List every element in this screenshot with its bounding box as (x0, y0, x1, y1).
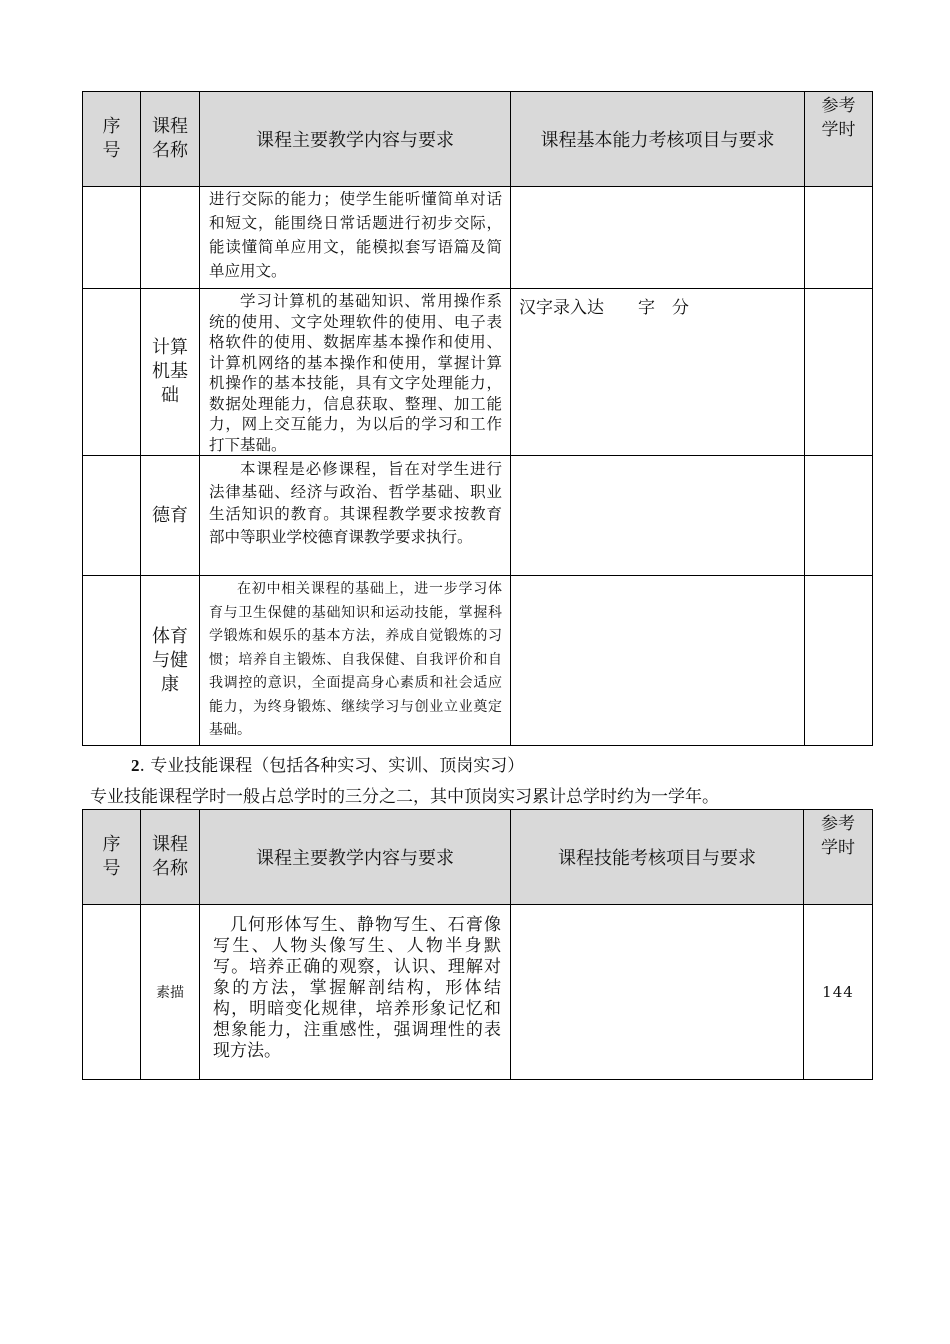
cell-hours (805, 576, 873, 746)
table-row (83, 905, 873, 1080)
cell-seq (83, 289, 141, 456)
header-hours: 参考学时 (805, 92, 873, 187)
cell-course-name: 体育与健康 (141, 576, 200, 746)
content-text: 几何形体写生、静物写生、石膏像写生、人物头像写生、人物半身默写。培养正确的观察，认识、理解对象的方法，掌握解剖结构，形体结构，明暗变化规律，培养形象记忆和想象能力，注重感性，强调理性的表现方法。 (213, 915, 501, 1061)
header-hours: 参考学时 (804, 810, 873, 905)
cell-assessment (511, 187, 805, 289)
cell-course-name (141, 187, 200, 289)
header-seq: 序号 (83, 810, 141, 905)
content-text: 本课程是必修课程，旨在对学生进行法律基础、经济与政治、哲学基础、职业生活知识的教育。其课程教学要求按教育部中等职业学校德育课教学要求执行。 (209, 460, 502, 546)
header-assessment: 课程技能考核项目与要求 (511, 810, 804, 905)
header-content: 课程主要教学内容与要求 (200, 92, 511, 187)
cell-hours (805, 289, 873, 456)
cell-content (200, 456, 511, 576)
section-note: 专业技能课程学时一般占总学时的三分之二，其中顶岗实习累计总学时约为一学年。 (90, 787, 719, 807)
cell-content (200, 187, 511, 289)
cell-hours (805, 456, 873, 576)
cell-course-name: 计算机基础 (141, 289, 200, 456)
cell-seq (83, 576, 141, 746)
cell-content (200, 289, 511, 456)
section-title-text: . 专业技能课程（包括各种实习、实训、顶岗实习） (139, 756, 525, 776)
content-text: 在初中相关课程的基础上，进一步学习体育与卫生保健的基础知识和运动技能，掌握科学锻炼和娱乐的基本方法，养成自觉锻炼的习惯；培养自主锻炼、自我保健、自我评价和自我调控的意识，全面提高身心素质和社会适应能力，为终身锻炼、继续学习与创业立业奠定基础。 (209, 581, 502, 738)
content-text: 进行交际的能力；使学生能听懂简单对话和短文，能围绕日常话题进行初步交际，能读懂简单应用文，能模拟套写语篇及简单应用文。 (209, 190, 502, 280)
cell-assessment (511, 456, 805, 576)
header-seq: 序号 (83, 92, 141, 187)
table-row (83, 576, 873, 746)
header-assessment: 课程基本能力考核项目与要求 (511, 92, 805, 187)
cell-content (200, 905, 511, 1080)
cell-seq (83, 187, 141, 289)
course-table-basic (82, 91, 873, 746)
table-row (83, 187, 873, 289)
header-course-name: 课程名称 (141, 92, 200, 187)
cell-seq (83, 456, 141, 576)
content-text: 学习计算机的基础知识、常用操作系统的使用、文字处理软件的使用、电子表格软件的使用、数据库基本操作和使用、计算机网络的基本操作和使用，掌握计算机操作的基本技能，具有文字处理能力，数据处理能力，信息获取、整理、加工能力，网上交互能力，为以后的学习和工作打下基础。 (209, 292, 502, 454)
course-table-professional (82, 809, 873, 1080)
cell-content (200, 576, 511, 746)
header-course-name: 课程名称 (141, 810, 200, 905)
cell-hours (805, 187, 873, 289)
table-header-row (83, 92, 873, 187)
section-heading (131, 751, 524, 776)
table-header-row (83, 810, 873, 905)
cell-seq (83, 905, 141, 1080)
cell-assessment: 汉字录入达 字 分 (511, 289, 805, 456)
cell-course-name: 德育 (141, 456, 200, 576)
section-number: 2 (131, 756, 140, 775)
cell-course-name: 素描 (141, 905, 200, 1080)
cell-assessment (511, 905, 804, 1080)
cell-assessment (511, 576, 805, 746)
header-content: 课程主要教学内容与要求 (200, 810, 511, 905)
cell-hours: 144 (804, 905, 873, 1080)
table-row (83, 289, 873, 456)
table-row (83, 456, 873, 576)
